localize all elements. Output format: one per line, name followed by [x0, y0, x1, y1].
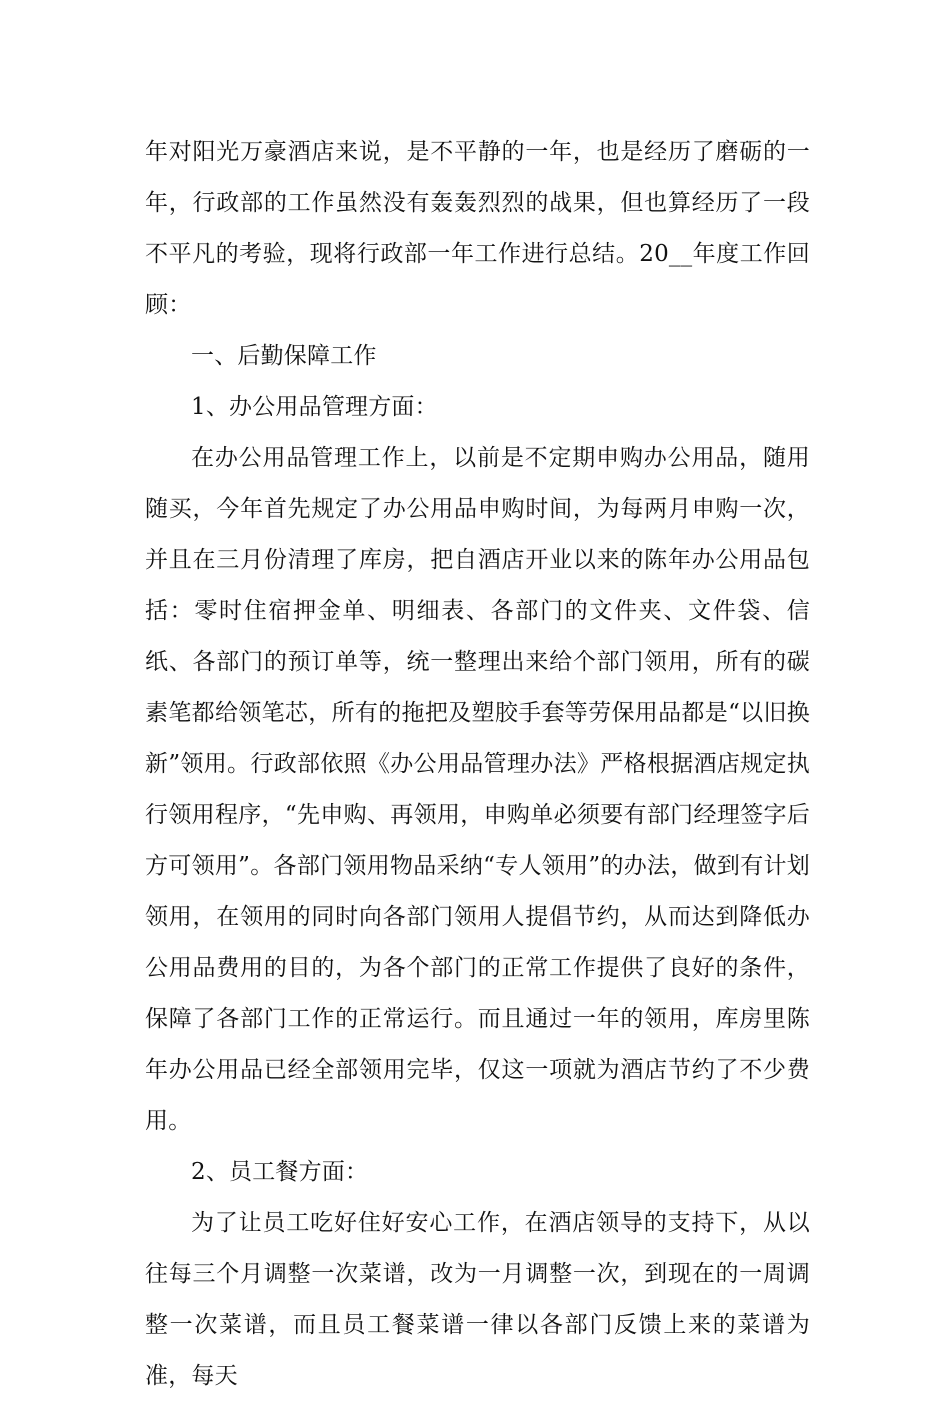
intro-paragraph: 年对阳光万豪酒店来说，是不平静的一年，也是经历了磨砺的一年，行政部的工作虽然没有轰轰烈烈的战果，但也算经历了一段不平凡的考验，现将行政部一年工作进行总结。20__年度工作回顾：	[145, 139, 810, 318]
staff-meals-paragraph: 为了让员工吃好住好安心工作，在酒店领导的支持下，从以往每三个月调整一次菜谱，改为一月调整一次，到现在的一周调整一次菜谱，而且员工餐菜谱一律以各部门反馈上来的菜谱为准，每天	[145, 1210, 810, 1389]
office-supplies-paragraph: 在办公用品管理工作上，以前是不定期申购办公用品，随用随买，今年首先规定了办公用品申购时间，为每两月申购一次，并且在三月份清理了库房，把自酒店开业以来的陈年办公用品包括：零时住宿押金单、明细表、各部门的文件夹、文件袋、信纸、各部门的预订单等，统一整理出来给个部门领用，所有的碳素笔都给领笔芯，所有的拖把及塑胶手套等劳保用品都是“以旧换新”领用。行政部依照《办公用品管理办法》严格根据酒店规定执行领用程序，“先申购、再领用，申购单必须要有部门经理签字后方可领用”。各部门领用物品采纳“专人领用”的办法，做到有计划领用，在领用的同时向各部门领用人提倡节约，从而达到降低办公用品费用的目的，为各个部门的正常工作提供了良好的条件，保障了各部门工作的正常运行。而且通过一年的领用，库房里陈年办公用品已经全部领用完毕，仅这一项就为酒店节约了不少费用。	[145, 445, 810, 1134]
section-heading-logistics: 一、后勤保障工作	[191, 343, 377, 369]
document-body	[145, 127, 810, 1402]
subsection-heading-staff-meals: 2、员工餐方面：	[191, 1159, 369, 1185]
subsection-heading-office-supplies: 1、办公用品管理方面：	[191, 394, 438, 420]
